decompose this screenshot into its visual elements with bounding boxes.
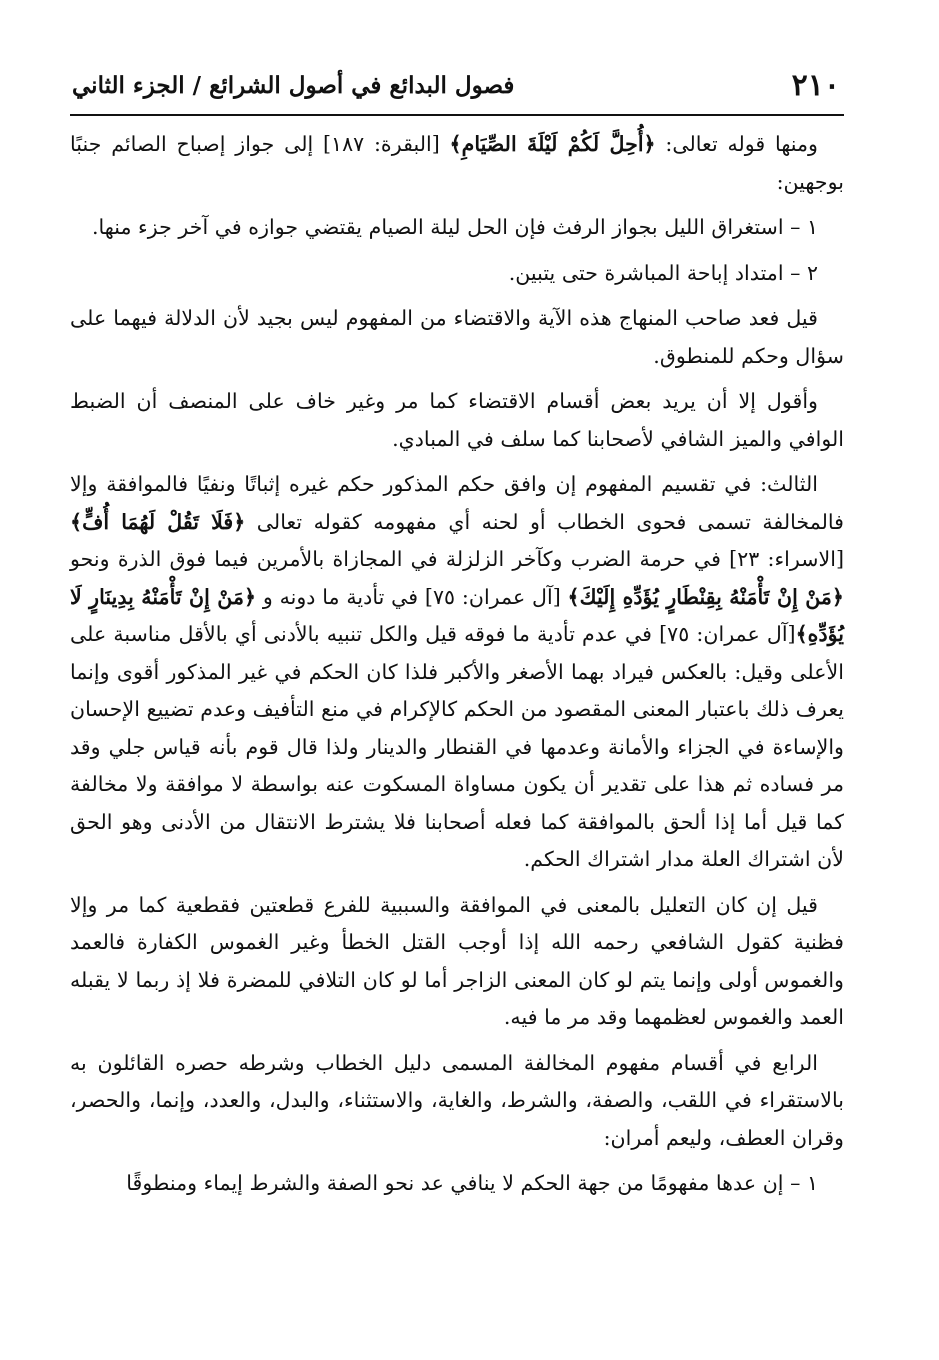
text-run: الثالث: في تقسيم المفهوم إن وافق حكم المذكور حكم غيره إثباتًا ونفيًا فالموافقة وإلا فالمخالفة تسمى فحوى الخطاب أو لحنه أي مفهومه كقوله تعالى: [70, 472, 844, 534]
paragraph: وأقول إلا أن يريد بعض أقسام الاقتضاء كما مر وغير خاف على المنصف أن الضبط الوافي والميز الشافي لأصحابنا كما سلف في المبادي.: [70, 389, 844, 451]
list-item: ١ – استغراق الليل بجواز الرفث فإن الحل ليلة الصيام يقتضي جوازه في آخر جزء منها.: [91, 215, 818, 239]
quran-verse: ﴿أُحِلَّ لَكُمْ لَيْلَةَ الصِّيَامِ﴾: [449, 132, 656, 156]
text-run: [آل عمران: ٧٥] في تأدية ما دونه و: [256, 584, 568, 609]
paragraph: قيل فعد صاحب المنهاج هذه الآية والاقتضاء من المفهوم ليس بجيد لأن الدلالة فيهما على سؤال وحكم للمنطوق.: [70, 306, 844, 368]
quran-verse: ﴿مَنْ إِنْ تَأْمَنْهُ بِدِينَارٍ لَا يُؤَدِّهِ﴾: [70, 584, 844, 646]
book-page: [70, 62, 844, 1352]
running-title: فصول البدائع في أصول الشرائع / الجزء الثاني: [72, 72, 515, 99]
paragraph: [70, 466, 844, 879]
paragraph: الرابع في أقسام مفهوم المخالفة المسمى دليل الخطاب وشرطه حصره القائلون به بالاستقراء في اللقب، والصفة، والشرط، والغاية، والاستثناء، والبدل، والعدد، وإنما، والحصر، وقران العطف، وليعم أمران:: [70, 1050, 844, 1150]
list-item: ٢ – امتداد إباحة المباشرة حتى يتبين.: [508, 260, 818, 285]
page-body: [70, 116, 844, 1203]
text-run: [آل عمران: ٧٥] في عدم تأدية ما فوقه قيل والكل تنبيه بالأدنى أي بالأقل مناسبة على الأعلى وقيل: بالعكس فيراد بهما الأصغر والأكبر فلذا كان الحكم في غير المذكور أقوى وإنما يعرف ذلك باعتبار المعنى المقصود من الحكم كالإكرام في منع التأفيف وعدم تضييع الإحسان والإساءة في الجزاء والأمانة وعدمها في القنطار والدينار ولذا قال قوم بأنه قياس جلي وقد مر فساده ثم هذا على تقدير أن يكون مساواة المسكوت عنه بواسطة لا موافقة ولا مخالفة كما قيل أما إذا ألحق بالموافقة كما فعله أصحابنا فلا يشترط الانتقال من الأدنى وهو الحق لأن اشتراك العلة مدار اشتراك الحكم.: [70, 622, 844, 871]
text-run: [البقرة: ١٨٧] إلى جواز إصباح الصائم جنبًا بوجهين:: [70, 132, 844, 194]
list-item: ١ – إن عدها مفهومًا من جهة الحكم لا ينافي عد نحو الصفة والشرط إيماء ومنطوقًا: [126, 1171, 818, 1195]
quran-verse: ﴿مَنْ إِنْ تَأْمَنْهُ بِقِنْطَارٍ يُؤَدِّهِ إِلَيْكَ﴾: [567, 584, 844, 609]
text-run: ومنها قوله تعالى:: [655, 132, 818, 156]
paragraph: [70, 126, 844, 201]
quran-verse: ﴿فَلَا تَقُلْ لَهُمَا أُفٍّ﴾: [70, 509, 246, 534]
text-run: [الاسراء: ٢٣] في حرمة الضرب وكآخر الزلزلة في المجازاة بالأمرين فيما فوق الذرة ونحو: [70, 547, 844, 571]
paragraph: قيل إن كان التعليل بالمعنى في الموافقة والسببية للفرع قطعتين فقطعية كما مر وإلا فظنية كقول الشافعي رحمه الله إذا أوجب القتل الخطأ وغير الغموس الكفارة فالعمد والغموس أولى وإنما يتم لو كان المعنى الزاجر أما لو كان التلافي للمضرة فلا إذ ربما لا يقبله العمد والغموس لعظمهما وقد مر ما فيه.: [70, 892, 844, 1029]
page-header: [70, 62, 844, 116]
page-number: ٢١٠: [791, 68, 840, 103]
